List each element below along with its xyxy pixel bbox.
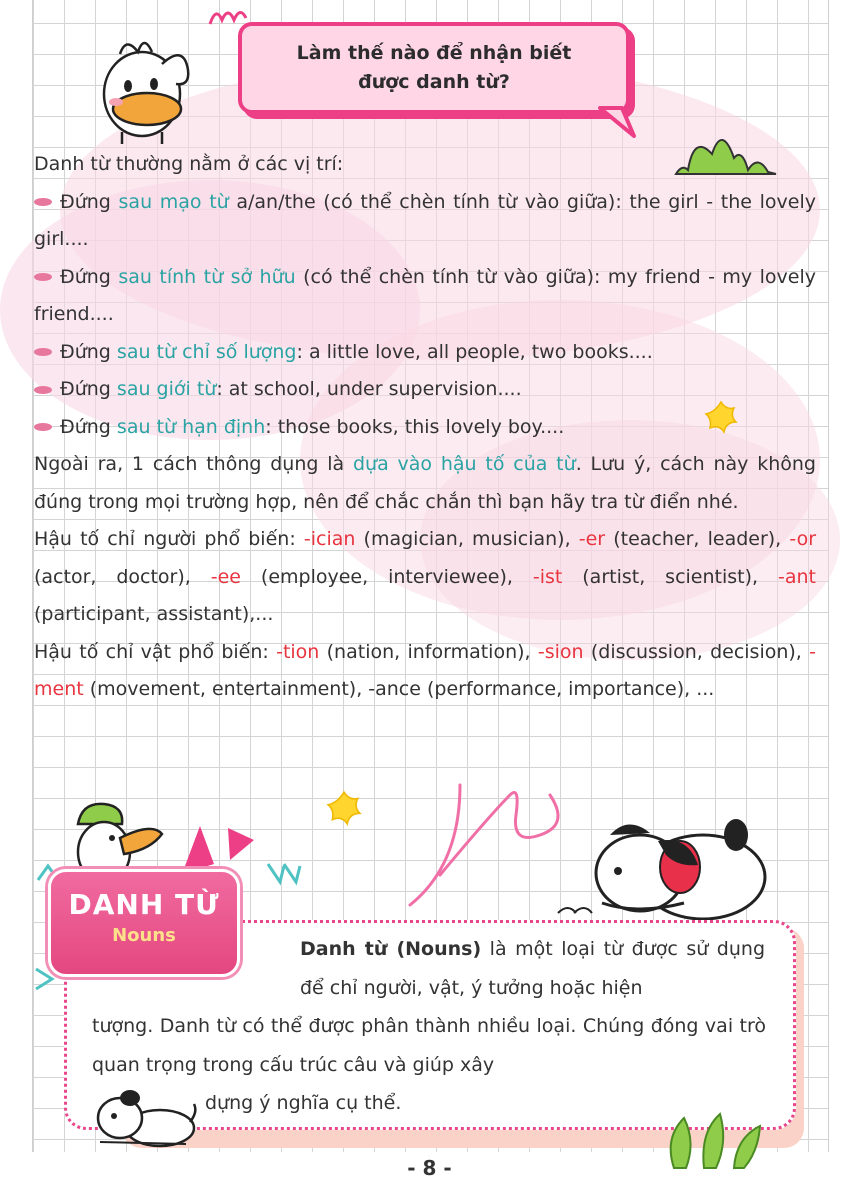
suffix: -ee — [210, 565, 241, 588]
suffix: -tion — [276, 640, 320, 663]
pink-ribbon-doodle-icon — [400, 775, 580, 915]
suffix: -or — [789, 528, 817, 550]
suffix-lead: Hậu tố chỉ người phổ biến: — [34, 528, 304, 550]
puppy-icon — [90, 1082, 200, 1152]
main-content — [34, 146, 816, 709]
suffix-examples: (employee, interviewee), — [241, 565, 533, 588]
bullet-text: (có thể chèn tính từ vào giữa): my friend - my lovely friend.... — [34, 265, 816, 325]
bullet-dot-icon — [34, 386, 52, 394]
duck-mascot-icon — [92, 24, 202, 144]
intro-text: Danh từ thường nằm ở các vị trí: — [34, 153, 344, 175]
suffix: -ist — [532, 565, 563, 588]
bullet-dot-icon — [34, 198, 52, 206]
definition-text — [300, 930, 765, 1007]
bullet-dot-icon — [34, 423, 52, 431]
suffix: -sion — [537, 640, 584, 663]
bullet-highlight: sau từ chỉ số lượng — [116, 340, 297, 363]
bullet-highlight: sau tính từ sở hữu — [118, 265, 296, 288]
teal-arrow-icon — [32, 965, 62, 995]
person-suffix-paragraph — [34, 521, 816, 634]
bullet-highlight: sau từ hạn định — [116, 415, 266, 438]
bullet-item — [34, 259, 816, 334]
bullet-text: : a little love, all people, two books.... — [296, 340, 653, 363]
bullet-item — [34, 409, 816, 447]
bullet-highlight: sau giới từ — [116, 378, 217, 400]
suffix: -ment — [34, 640, 816, 700]
nouns-title-badge — [48, 869, 240, 977]
bullet-dot-icon — [34, 273, 52, 281]
bubble-tail-icon — [600, 108, 640, 138]
note-text: . Lưu ý, cách này không đúng trong mọi trường hợp, nên để chắc chắn thì bạn hãy tra từ điển nhé. — [34, 453, 816, 513]
bullet-highlight: sau mạo từ — [118, 190, 229, 213]
title-line-2: được danh từ? — [358, 71, 510, 93]
bullet-text: a/an/the (có thể chèn tính từ vào giữa): the girl - the lovely girl.... — [34, 190, 816, 250]
suffix-examples: (magician, musician), — [355, 528, 579, 550]
dog-lying-icon — [588, 795, 778, 925]
bullet-text: Đứng — [60, 378, 117, 400]
note-highlight: dựa vào hậu tố của từ — [352, 453, 576, 475]
nouns-subtitle: Nouns — [112, 925, 176, 946]
bullet-text: Đứng — [60, 265, 119, 288]
bullet-item — [34, 334, 816, 372]
suffix: -ant — [777, 565, 816, 588]
bullet-text: : those books, this lovely boy.... — [265, 415, 565, 438]
bullet-item — [34, 371, 816, 409]
suffix-examples: (artist, scientist), — [562, 565, 778, 588]
suffix-lead: Hậu tố chỉ vật phổ biến: — [34, 640, 277, 663]
note-paragraph — [34, 446, 816, 521]
bullet-text: Đứng — [60, 415, 117, 438]
suffix-examples: (participant, assistant),... — [34, 603, 274, 625]
suffix-examples: (actor, doctor), — [34, 565, 211, 588]
definition-line: là một loại từ được sử dụng để chỉ người, vật, ý tưởng hoặc hiện — [300, 938, 766, 999]
bullet-text: Đứng — [60, 340, 117, 363]
bullet-text: Đứng — [60, 190, 119, 213]
definition-text: tượng. Danh từ có thể được phân thành nhiều loại. Chúng đóng vai trò quan trọng trong cấu trúc câu và giúp xây — [92, 1015, 766, 1076]
title-line-1: Làm thế nào để nhận biết — [296, 41, 572, 64]
suffix: -ician — [303, 528, 356, 550]
bullet-dot-icon — [34, 348, 52, 356]
definition-term: Danh từ (Nouns) — [300, 938, 482, 960]
bullet-text: : at school, under supervision.... — [216, 378, 522, 400]
suffix: -er — [578, 528, 606, 550]
page-number: - 8 - — [407, 1156, 452, 1180]
thing-suffix-paragraph — [34, 634, 816, 709]
suffix-examples: (movement, entertainment), -ance (performance, importance), ... — [83, 678, 715, 700]
nouns-title: DANH TỪ — [68, 888, 220, 921]
bullet-item — [34, 184, 816, 259]
title-bubble — [238, 22, 630, 114]
yellow-flower-icon — [326, 790, 362, 826]
teal-arrow-icon — [264, 860, 304, 890]
note-text: Ngoài ra, 1 cách thông dụng là — [34, 453, 353, 475]
suffix-examples: (nation, information), — [319, 640, 538, 663]
suffix-examples: (teacher, leader), — [605, 528, 790, 550]
suffix-examples: (discussion, decision), — [583, 640, 810, 663]
definition-text: dựng ý nghĩa cụ thể. — [205, 1092, 402, 1114]
